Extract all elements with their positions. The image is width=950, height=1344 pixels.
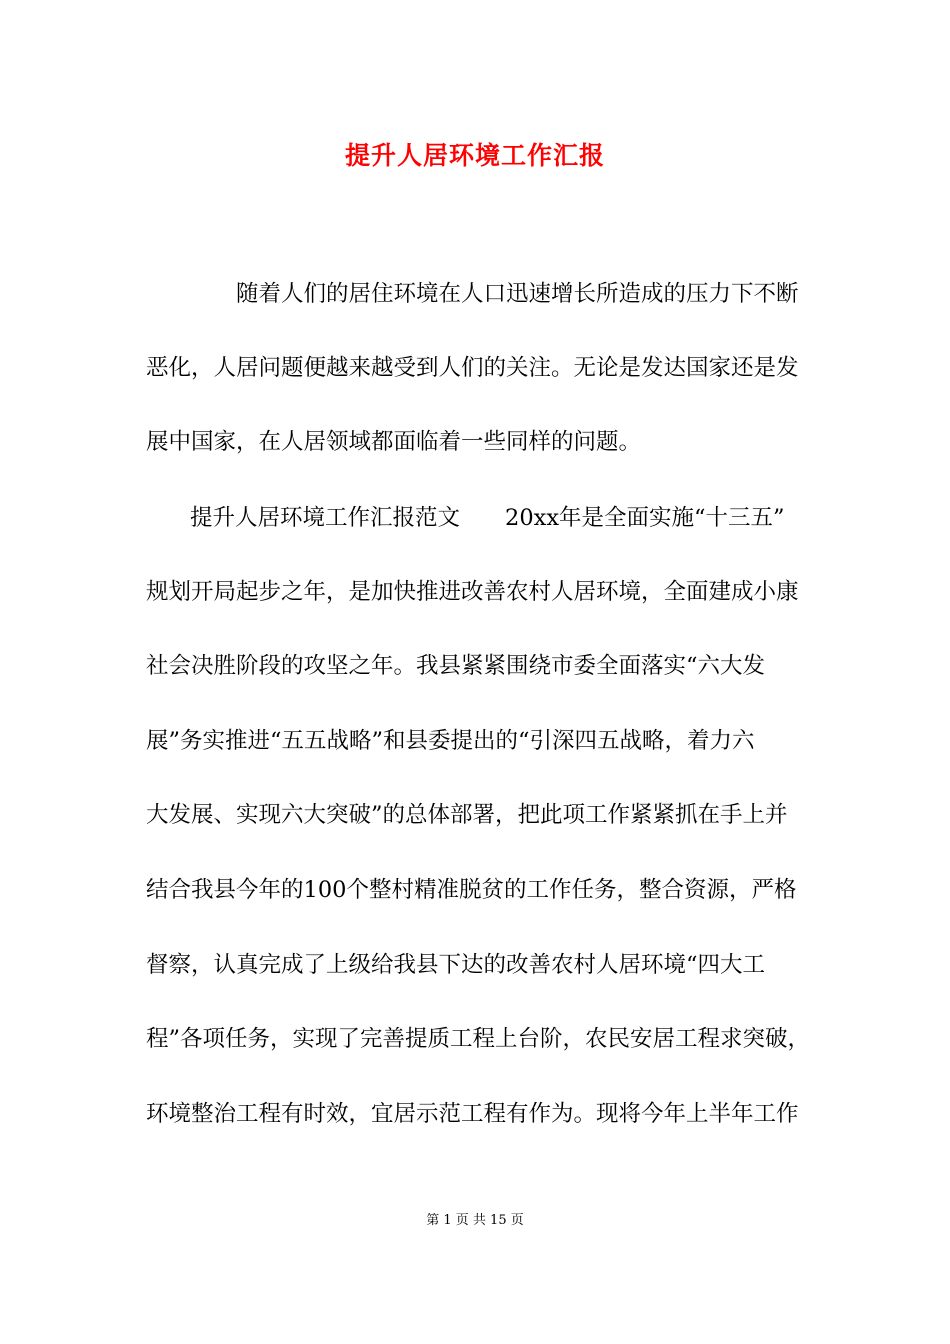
body-line: 规划开局起步之年，是加快推进改善农村人居环境，全面建成小康 [146, 579, 799, 605]
body-line: 督察，认真完成了上级给我县下达的改善农村人居环境“四大工 [146, 952, 766, 978]
body-line: 社会决胜阶段的攻坚之年。我县紧紧围绕市委全面落实“六大发 [146, 653, 766, 679]
body-line: 随着人们的居住环境在人口迅速增长所造成的压力下不断 [236, 281, 799, 307]
page-number: 第 1 页 共 15 页 [426, 1213, 524, 1228]
body-line: 程”各项任务，实现了完善提质工程上台阶，农民安居工程求突破， [146, 1026, 811, 1052]
body-line: 恶化，人居问题便越来越受到人们的关注。无论是发达国家还是发 [146, 355, 799, 381]
body-line: 展中国家，在人居领域都面临着一些同样的问题。 [146, 429, 642, 455]
body-line: 结合我县今年的100个整村精准脱贫的工作任务，整合资源，严格 [146, 877, 797, 903]
document-title: 提升人居环境工作汇报 [344, 141, 605, 170]
body-line: 提升人居环境工作汇报范文 20xx年是全面实施“十三五” [190, 505, 785, 531]
body-line: 展”务实推进“五五战略”和县委提出的“引深四五战略，着力六 [146, 728, 755, 754]
body-line: 环境整治工程有时效，宜居示范工程有作为。现将今年上半年工作 [146, 1101, 799, 1127]
body-line: 大发展、实现六大突破”的总体部署，把此项工作紧紧抓在手上并 [146, 802, 788, 828]
